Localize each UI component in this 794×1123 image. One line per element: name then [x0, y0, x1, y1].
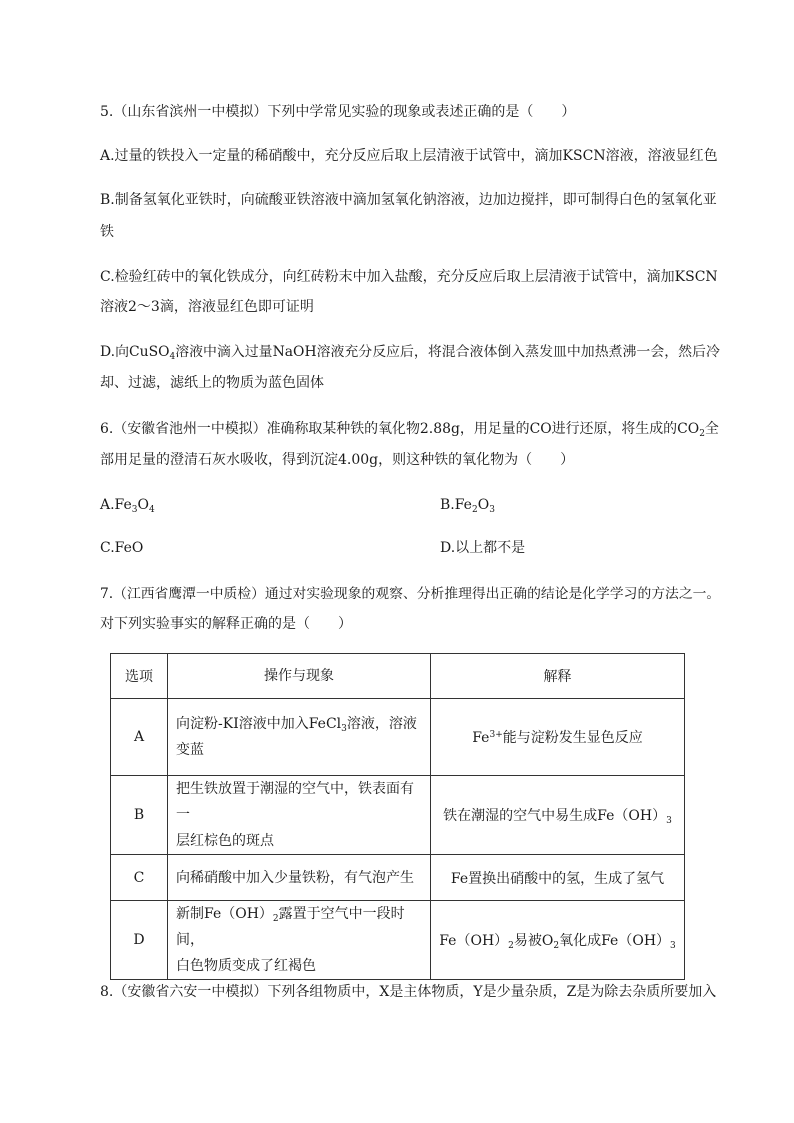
q6-option-b: $B.Fe_2O_3$: [440, 497, 495, 515]
table-row: [111, 776, 685, 855]
row-explanation: 铁在潮湿的空气中易生成$Fe(OH)_3$: [431, 776, 685, 855]
row-operation: 把生铁放置于潮湿的空气中，铁表面有一 层红棕色的斑点: [168, 776, 431, 855]
q7-stem-line1: 7.（江西省鹰潭一中质检）通过对实验现象的观察、分析推理得出正确的结论是化学学习的方法之一。: [100, 586, 721, 602]
q6-option-a: $A.Fe_3O_4$: [100, 497, 155, 515]
row-option-label: A: [111, 699, 168, 776]
q5-option-c-line2: 溶液2～3滴，溶液显红色即可证明: [100, 299, 314, 315]
q5-option-d-line1: D.向CuSO$_4$溶液中滴入过量NaOH溶液充分反应后，将混合液体倒入蒸发皿中加热煮沸一会，然后冷: [100, 344, 720, 362]
table-row: [111, 699, 685, 776]
q5-option-a: A.过量的铁投入一定量的稀硝酸中，充分反应后取上层清液于试管中，滴加KSCN溶液，溶液显红色: [100, 148, 718, 164]
table-row: [111, 855, 685, 901]
header-option: 选项: [111, 654, 168, 699]
q5-option-c-line1: C.检验红砖中的氧化铁成分，向红砖粉末中加入盐酸，充分反应后取上层清液于试管中，滴加KSCN: [100, 269, 718, 285]
header-explanation: 解释: [431, 654, 685, 699]
q5-option-d-line2: 却、过滤，滤纸上的物质为蓝色固体: [100, 375, 324, 391]
row-option-label: D: [111, 901, 168, 980]
q7-experiment-table: [110, 653, 685, 980]
row-operation: 向稀硝酸中加入少量铁粉，有气泡产生: [168, 855, 431, 901]
q5-option-b-line1: B.制备氢氧化亚铁时，向硫酸亚铁溶液中滴加氢氧化钠溶液，边加边搅拌，即可制得白色的氢氧化亚: [100, 192, 717, 208]
q6-option-d: D.以上都不是: [440, 540, 526, 556]
row-option-label: C: [111, 855, 168, 901]
q8-stem-line1: 8.（安徽省六安一中模拟）下列各组物质中，X是主体物质，Y是少量杂质，Z是为除去杂质所要加入: [100, 984, 717, 1000]
row-option-label: B: [111, 776, 168, 855]
row-operation: 新制$Fe(OH)_2$露置于空气中一段时间， 白色物质变成了红褐色: [168, 901, 431, 980]
q6-stem-line1: 6.（安徽省池州一中模拟）准确称取某种铁的氧化物2.88g，用足量的CO进行还原，将生成的$CO_2$全: [100, 421, 719, 439]
row-operation: 向淀粉-KI溶液中加入FeCl$_3$溶液，溶液 变蓝: [168, 699, 431, 776]
q6-stem-line2: 部用足量的澄清石灰水吸收，得到沉淀4.00g，则这种铁的氧化物为（ ）: [100, 452, 575, 468]
q7-stem-line2: 对下列实验事实的解释正确的是（ ）: [100, 616, 352, 632]
row-explanation: $Fe^{3+}$能与淀粉发生显色反应: [431, 699, 685, 776]
table-header-row: [111, 654, 685, 699]
row-explanation: $Fe(OH)_2$易被$O_2$氧化成$Fe(OH)_3$: [431, 901, 685, 980]
table-row: [111, 901, 685, 980]
q5-stem: 5.（山东省滨州一中模拟）下列中学常见实验的现象或表述正确的是（ ）: [100, 104, 576, 120]
q5-option-b-line2: 铁: [100, 224, 114, 240]
row-explanation: Fe置换出硝酸中的氢，生成了氢气: [431, 855, 685, 901]
header-operation: 操作与现象: [168, 654, 431, 699]
q6-option-c: C.FeO: [100, 540, 144, 556]
